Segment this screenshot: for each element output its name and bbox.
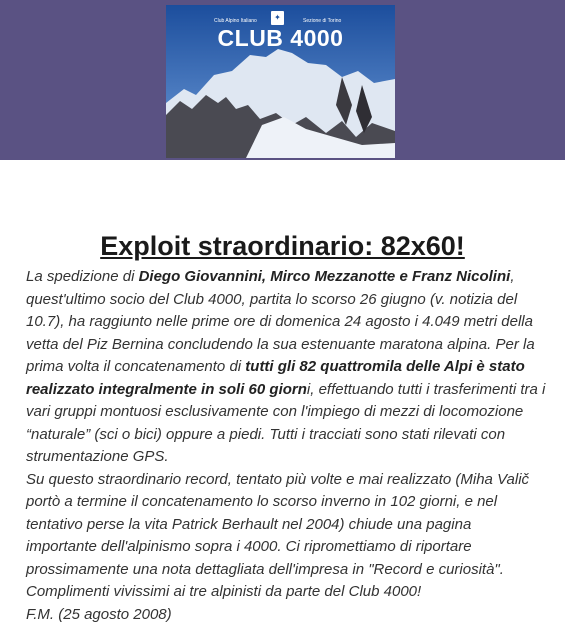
article-paragraph-3: Complimenti vivissimi ai tre alpinisti da parte del Club 4000! — [26, 583, 422, 600]
text: La spedizione di — [26, 268, 139, 285]
record-highlight: tutti gli 82 quattromila delle Alpi è stato realizzato integralmente in soli 60 giorn — [26, 358, 525, 398]
club-title: CLUB 4000 — [217, 25, 344, 51]
org-left-label: Club Alpino Italiano — [214, 18, 257, 24]
expedition-members: Diego Giovannini, Mirco Mezzanotte e Franz Nicolini — [138, 268, 511, 285]
text: i, effettuando tutti i trasferimenti tra i vari gruppi montuosi esclusivamente con l'impiego di mezzi di locomozione “naturale” (sci o bici) oppure a piedi. Tutti i tracciati sono stati rilevati con strumentazione GPS. — [26, 380, 546, 465]
cai-crest-icon: ✦ — [271, 11, 284, 25]
text: , quest'ultimo socio del Club 4000, partita lo scorso 26 giugno (v. notizia del 10.7), ha raggiunto nelle prime ore di domenica 24 agosto i 4.049 metri della vetta del Piz Bernina concludendo la sua estenuante maratona alpina. Per la prima volta il concatenamento di — [26, 268, 535, 375]
article-paragraph-2: Su questo straordinario record, tentato più volte e mai realizzato (Miha Valič portò a termine il concatenamento lo scorso inverno in 102 giorni, e nel tentativo perse la vita Patrick Berhault nel 2004) chiude una pagina importante dell'alpinismo sopra i 4000. Ci ripromettiamo di riportare prossimamente una nota dettagliata dell'impresa in "Record e curiosità". — [26, 470, 530, 578]
article-signature: F.M. (25 agosto 2008) — [26, 605, 172, 623]
article-body — [26, 266, 546, 626]
article-paragraph-1 — [26, 266, 546, 469]
article-heading: Exploit straordinario: 82x60! — [100, 231, 465, 261]
header-banner — [0, 0, 565, 160]
club-4000-banner-image — [166, 5, 395, 158]
org-right-label: Sezione di Torino — [303, 18, 342, 24]
